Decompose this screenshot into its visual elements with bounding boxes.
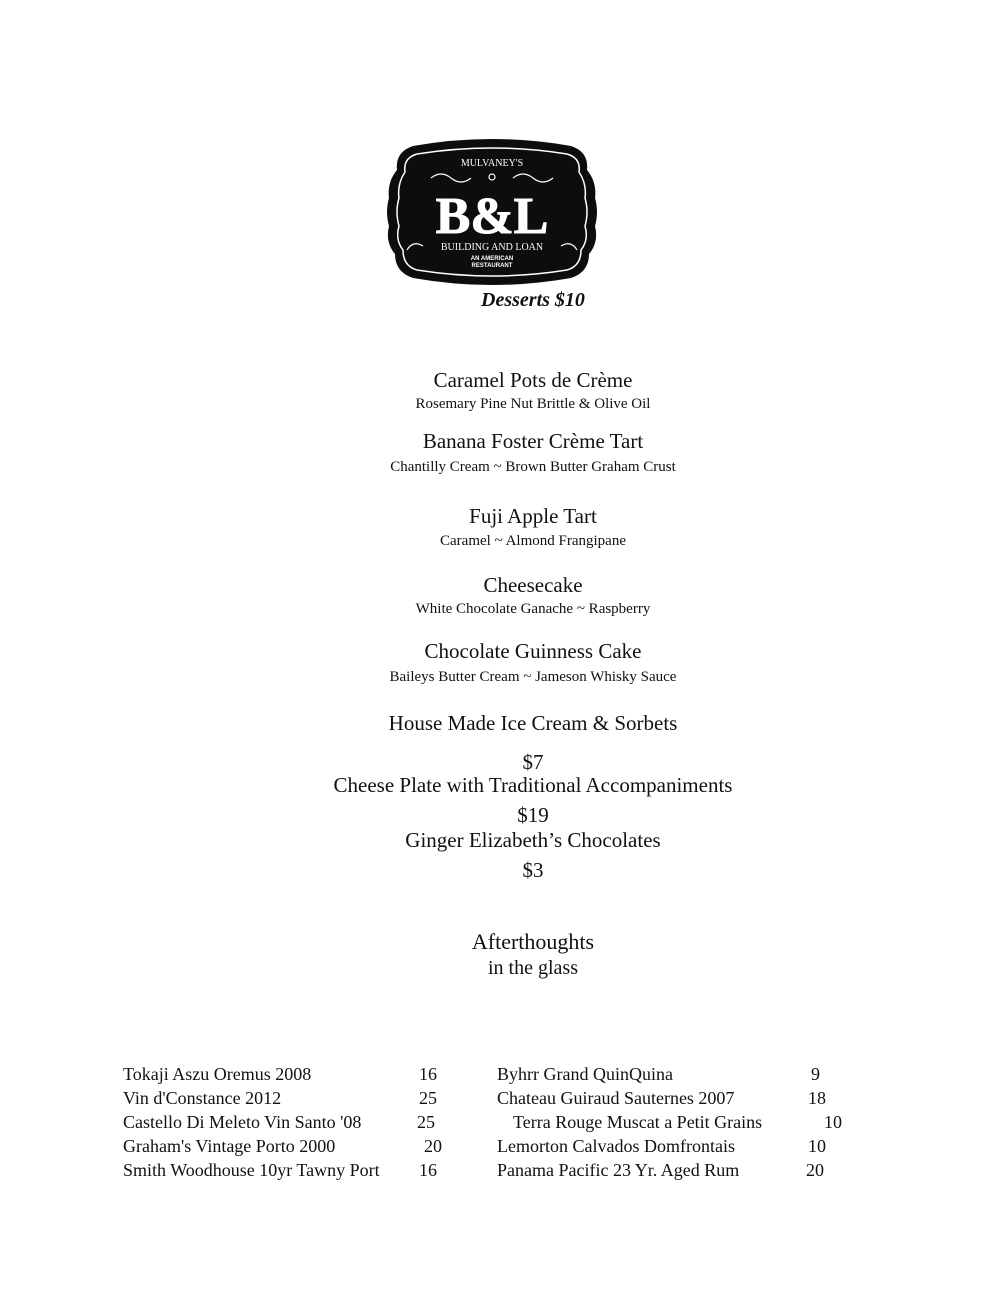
restaurant-logo [383, 138, 601, 286]
desserts-heading: Desserts $10 [481, 289, 585, 311]
dessert-item-name: Caramel Pots de Crème [433, 368, 633, 392]
extra-item-name: Ginger Elizabeth’s Chocolates [405, 828, 661, 852]
extra-item-name: Cheese Plate with Traditional Accompaniments [333, 773, 733, 797]
logo-bottom-line: BUILDING AND LOAN [440, 242, 544, 253]
wine-price: 16 [419, 1064, 437, 1084]
extra-item-price: $19 [517, 803, 549, 827]
extra-item-price: $7 [522, 750, 544, 774]
wine-name: Byhrr Grand QuinQuina [497, 1064, 673, 1084]
wine-price: 16 [419, 1160, 437, 1180]
logo-tagline-2: RESTAURANT [471, 263, 513, 269]
afterthoughts-subtitle: in the glass [488, 957, 578, 979]
wine-name: Graham's Vintage Porto 2000 [123, 1136, 336, 1156]
dessert-item-name: Banana Foster Crème Tart [422, 429, 644, 453]
dessert-item-desc: Rosemary Pine Nut Brittle & Olive Oil [415, 396, 651, 412]
wine-name: Lemorton Calvados Domfrontais [497, 1136, 735, 1156]
wine-name: Terra Rouge Muscat a Petit Grains [513, 1112, 763, 1132]
wine-name: Castello Di Meleto Vin Santo '08 [123, 1112, 362, 1132]
wine-price: 20 [424, 1136, 442, 1156]
extra-item-price: $3 [522, 858, 544, 882]
dessert-item-desc: White Chocolate Ganache ~ Raspberry [415, 601, 651, 617]
wine-price: 20 [806, 1160, 824, 1180]
wine-price: 18 [808, 1088, 826, 1108]
dessert-item-name: Cheesecake [483, 573, 583, 597]
dessert-item-desc: Caramel ~ Almond Frangipane [440, 533, 626, 549]
wine-name: Chateau Guiraud Sauternes 2007 [497, 1088, 735, 1108]
wine-name: Vin d'Constance 2012 [123, 1088, 282, 1108]
wine-name: Panama Pacific 23 Yr. Aged Rum [497, 1160, 740, 1180]
wine-name: Smith Woodhouse 10yr Tawny Port [123, 1160, 380, 1180]
wine-price: 25 [419, 1088, 437, 1108]
logo-top-line: MULVANEY'S [460, 158, 524, 169]
wine-name: Tokaji Aszu Oremus 2008 [123, 1064, 312, 1084]
wine-price: 10 [824, 1112, 842, 1132]
wine-price: 9 [811, 1064, 820, 1084]
logo-monogram: B&L [435, 188, 549, 245]
dessert-item-desc: Baileys Butter Cream ~ Jameson Whisky Sauce [389, 669, 677, 685]
extra-item-name: House Made Ice Cream & Sorbets [388, 711, 678, 735]
afterthoughts-title: Afterthoughts [471, 929, 595, 954]
dessert-item-name: Chocolate Guinness Cake [424, 639, 642, 663]
logo-tagline-1: AN AMERICAN [470, 256, 514, 262]
dessert-item-name: Fuji Apple Tart [469, 504, 597, 528]
wine-price: 25 [417, 1112, 435, 1132]
dessert-item-desc: Chantilly Cream ~ Brown Butter Graham Crust [390, 459, 676, 475]
wine-price: 10 [808, 1136, 826, 1156]
